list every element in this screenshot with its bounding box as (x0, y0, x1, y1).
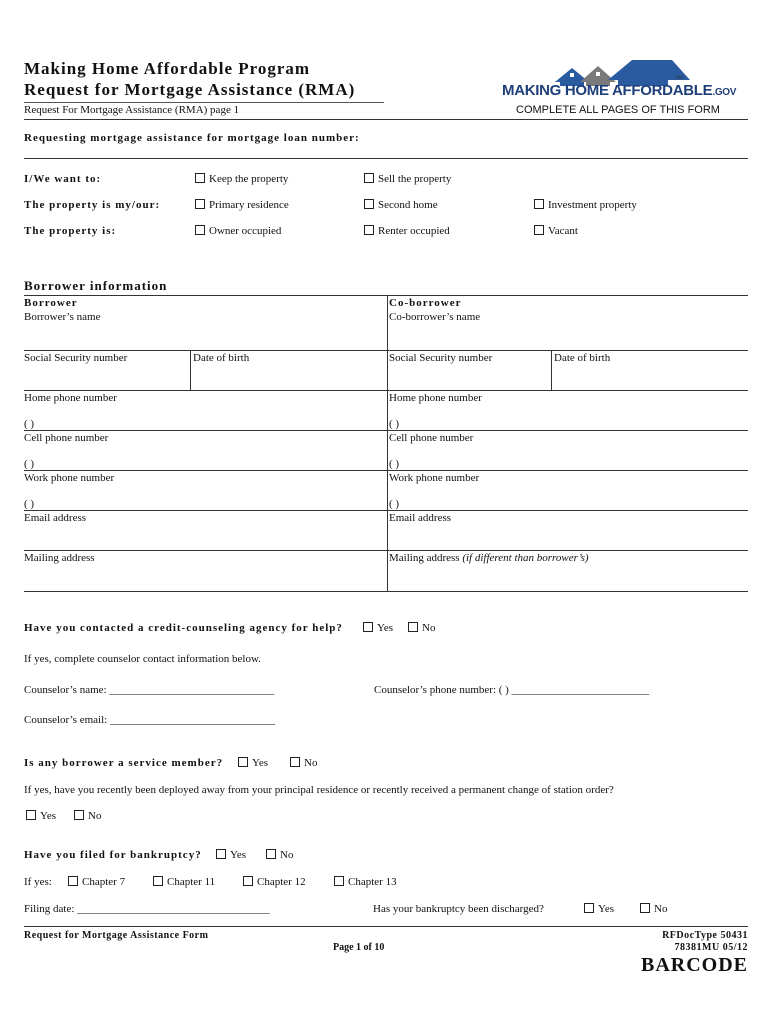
discharged-no-option[interactable] (640, 903, 667, 915)
service-member-question: Is any borrower a service member? (24, 757, 224, 769)
intent-label: I/We want to: (24, 173, 102, 185)
logo-text: MAKING HOME AFFORDABLE (502, 82, 713, 99)
coborrower-mailing-address-field[interactable] (389, 552, 589, 564)
coborrower-ssn-field[interactable]: Social Security number (389, 352, 493, 364)
mailing-note: (if different than borrower’s) (462, 552, 589, 564)
borrower-dob-field[interactable]: Date of birth (193, 352, 250, 364)
option-label: Yes (40, 810, 57, 822)
option-label: Yes (230, 849, 247, 861)
if-yes-label: If yes: (24, 876, 52, 888)
borrower-ssn-field[interactable]: Social Security number (24, 352, 128, 364)
logo-sm: SM (676, 76, 684, 81)
option-label: No (88, 810, 102, 822)
row-rule (24, 510, 748, 511)
option-label: Second home (378, 199, 438, 211)
counseling-no-option[interactable] (408, 622, 435, 634)
option-label: Yes (377, 622, 394, 634)
page-number: Page 1 of 10 (333, 942, 385, 953)
checkbox[interactable] (195, 225, 205, 235)
option-label: No (280, 849, 294, 861)
borrower-section-title: Borrower information (24, 278, 168, 293)
chapter-13-option[interactable] (334, 876, 397, 888)
counselor-phone-field[interactable]: Counselor’s phone number: ( ) _________________________ (374, 684, 650, 696)
bankruptcy-yes-option[interactable] (216, 849, 246, 861)
counseling-question: Have you contacted a credit-counseling agency for help? (24, 622, 343, 634)
checkbox[interactable] (534, 225, 544, 235)
checkbox[interactable] (584, 903, 594, 913)
row-rule (24, 550, 748, 551)
borrower-column-head: Borrower (24, 297, 78, 309)
coborrower-cell-phone-field[interactable]: Cell phone number (389, 432, 474, 444)
footer-rule (24, 926, 748, 927)
counselor-name-field[interactable]: Counselor’s name: ______________________________ (24, 684, 275, 696)
owner-occupied-option[interactable] (195, 225, 281, 237)
borrower-home-phone-field[interactable]: Home phone number (24, 392, 117, 404)
doc-type: RFDocType 50431 (662, 930, 748, 941)
counselor-email-field[interactable]: Counselor’s email: ______________________________ (24, 714, 275, 726)
checkbox[interactable] (74, 810, 84, 820)
column-divider (387, 295, 388, 591)
investment-property-option[interactable] (534, 199, 637, 211)
phone-area-code: ( ) (389, 418, 400, 430)
phone-area-code: ( ) (24, 458, 35, 470)
option-label: Chapter 12 (257, 876, 306, 888)
option-label: No (422, 622, 436, 634)
loan-number-label: Requesting mortgage assistance for mortgage loan number: (24, 132, 360, 144)
checkbox[interactable] (334, 876, 344, 886)
coborrower-column-head: Co-borrower (389, 297, 462, 309)
discharged-question: Has your bankruptcy been discharged? (373, 903, 544, 915)
option-label: Renter occupied (378, 225, 450, 237)
chapter-11-option[interactable] (153, 876, 215, 888)
checkbox[interactable] (195, 173, 205, 183)
section-top-rule (24, 295, 748, 296)
vacant-option[interactable] (534, 225, 578, 237)
option-label: Chapter 11 (167, 876, 216, 888)
footer-form-name: Request for Mortgage Assistance Form (24, 930, 209, 941)
row-rule (24, 390, 748, 391)
option-label: Yes (598, 903, 615, 915)
coborrower-dob-field[interactable]: Date of birth (554, 352, 611, 364)
occupancy-label: The property is: (24, 225, 117, 237)
option-label: Keep the property (209, 173, 289, 185)
checkbox[interactable] (364, 225, 374, 235)
coborrower-work-phone-field[interactable]: Work phone number (389, 472, 480, 484)
row-rule (24, 470, 748, 471)
mailing-label: Mailing address (389, 552, 463, 564)
chapter-12-option[interactable] (243, 876, 306, 888)
bankruptcy-question: Have you filed for bankruptcy? (24, 849, 202, 861)
form-subtitle: Request For Mortgage Assistance (RMA) page 1 (24, 104, 240, 116)
form-title-line2: Request for Mortgage Assistance (RMA) (24, 80, 356, 99)
borrower-name-field[interactable]: Borrower’s name (24, 311, 101, 323)
option-label: Primary residence (209, 199, 289, 211)
counseling-yes-option[interactable] (363, 622, 393, 634)
checkbox[interactable] (408, 622, 418, 632)
phone-area-code: ( ) (389, 498, 400, 510)
checkbox[interactable] (26, 810, 36, 820)
renter-occupied-option[interactable] (364, 225, 450, 237)
option-label: Vacant (548, 225, 578, 237)
logo-suffix: .GOV (712, 87, 737, 98)
deployment-yes-option[interactable] (26, 810, 56, 822)
title-underline (24, 102, 384, 103)
checkbox[interactable] (364, 199, 374, 209)
checkbox[interactable] (290, 757, 300, 767)
header-divider (24, 119, 748, 120)
second-home-option[interactable] (364, 199, 438, 211)
form-title-line1: Making Home Affordable Program (24, 59, 311, 78)
borrower-work-phone-field[interactable]: Work phone number (24, 472, 115, 484)
checkbox[interactable] (363, 622, 373, 632)
deployment-no-option[interactable] (74, 810, 101, 822)
doc-code: 78381MU 05/12 (674, 942, 748, 953)
borrower-mailing-address-field[interactable]: Mailing address (24, 552, 95, 564)
option-label: No (304, 757, 318, 769)
complete-all-note: COMPLETE ALL PAGES OF THIS FORM (516, 104, 720, 116)
chapter-7-option[interactable] (68, 876, 125, 888)
bankruptcy-no-option[interactable] (266, 849, 293, 861)
property-type-label: The property is my/our: (24, 199, 161, 211)
row-rule (24, 430, 748, 431)
checkbox[interactable] (195, 199, 205, 209)
checkbox[interactable] (364, 173, 374, 183)
ssn-dob-divider (190, 350, 191, 390)
borrower-cell-phone-field[interactable]: Cell phone number (24, 432, 109, 444)
phone-area-code: ( ) (24, 498, 35, 510)
barcode-placeholder: BARCODE (640, 954, 748, 976)
checkbox[interactable] (68, 876, 78, 886)
checkbox[interactable] (216, 849, 226, 859)
option-label: Owner occupied (209, 225, 282, 237)
counseling-instructions: If yes, complete counselor contact information below. (24, 653, 261, 665)
keep-property-option[interactable] (195, 173, 288, 185)
checkbox[interactable] (153, 876, 163, 886)
checkbox[interactable] (243, 876, 253, 886)
service-yes-option[interactable] (238, 757, 268, 769)
coborrower-name-field[interactable]: Co-borrower’s name (389, 311, 481, 323)
phone-area-code: ( ) (24, 418, 35, 430)
service-no-option[interactable] (290, 757, 317, 769)
primary-residence-option[interactable] (195, 199, 289, 211)
phone-area-code: ( ) (389, 458, 400, 470)
option-label: No (654, 903, 668, 915)
checkbox[interactable] (238, 757, 248, 767)
loan-number-line[interactable] (24, 158, 748, 159)
option-label: Chapter 7 (82, 876, 126, 888)
mha-logo (500, 58, 752, 102)
discharged-yes-option[interactable] (584, 903, 614, 915)
deployment-question: If yes, have you recently been deployed away from your principal residence or recently received a permanent change of station order? (24, 784, 614, 796)
option-label: Investment property (548, 199, 637, 211)
checkbox[interactable] (534, 199, 544, 209)
sell-property-option[interactable] (364, 173, 451, 185)
option-label: Sell the property (378, 173, 452, 185)
coborrower-home-phone-field[interactable]: Home phone number (389, 392, 482, 404)
checkbox[interactable] (640, 903, 650, 913)
coborrower-email-field[interactable]: Email address (389, 512, 452, 524)
section-bottom-rule (24, 591, 748, 592)
co-ssn-dob-divider (551, 350, 552, 390)
borrower-email-field[interactable]: Email address (24, 512, 87, 524)
option-label: Yes (252, 757, 269, 769)
option-label: Chapter 13 (348, 876, 397, 888)
filing-date-field[interactable]: Filing date: ___________________________________ (24, 903, 270, 915)
row-rule (24, 350, 748, 351)
checkbox[interactable] (266, 849, 276, 859)
